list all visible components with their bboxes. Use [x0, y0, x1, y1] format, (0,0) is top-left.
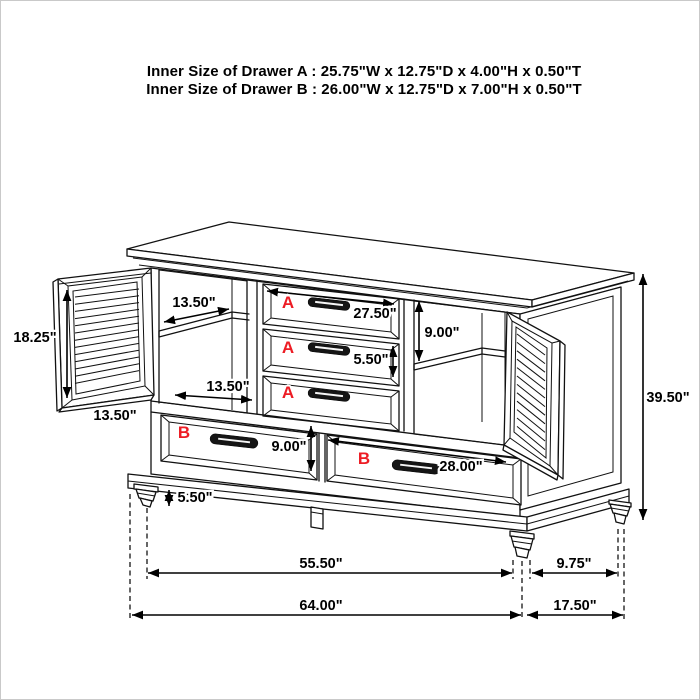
dim-right-compartment-label: 9.00" — [424, 325, 460, 341]
dim-drawer-a-width-label: 27.50" — [353, 306, 397, 322]
title-line-1: Inner Size of Drawer A : 25.75"W x 12.75"D x 4.00"H x 0.50"T — [146, 63, 582, 80]
dim-drawer-b-width-label: 28.00" — [439, 459, 483, 475]
dim-left-width-label: 13.50" — [206, 379, 250, 395]
dim-overall-width-label: 64.00" — [299, 598, 343, 614]
dim-drawer-a-height-label: 5.50" — [353, 352, 389, 368]
back-right-foot — [609, 500, 631, 524]
dim-side-span-label: 9.75" — [556, 556, 592, 572]
dim-door-width-label: 13.50" — [93, 408, 137, 424]
dim-overall-depth-label: 17.50" — [553, 598, 597, 614]
drawer-a1-letter: A — [281, 293, 295, 312]
drawer-b-left-letter: B — [177, 423, 191, 442]
drawer-b-right-letter: B — [357, 449, 371, 468]
dim-door-height-label: 18.25" — [13, 330, 57, 346]
dim-front-span-label: 55.50" — [299, 556, 343, 572]
left-door — [53, 268, 154, 412]
front-right-foot — [510, 531, 534, 558]
dim-overall-height-label: 39.50" — [646, 390, 690, 406]
drawer-a3-letter: A — [281, 383, 295, 402]
dim-drawer-b-height-label: 9.00" — [271, 439, 307, 455]
front-left-foot — [134, 484, 158, 507]
dresser-line-drawing — [1, 1, 700, 700]
dim-left-depth-label: 13.50" — [172, 295, 216, 311]
dim-foot-height-label: 5.50" — [177, 490, 213, 506]
drawer-a2-letter: A — [281, 338, 295, 357]
title-line-2: Inner Size of Drawer B : 26.00"W x 12.75"D x 7.00"H x 0.50"T — [146, 81, 582, 98]
center-front-leg — [311, 507, 323, 529]
